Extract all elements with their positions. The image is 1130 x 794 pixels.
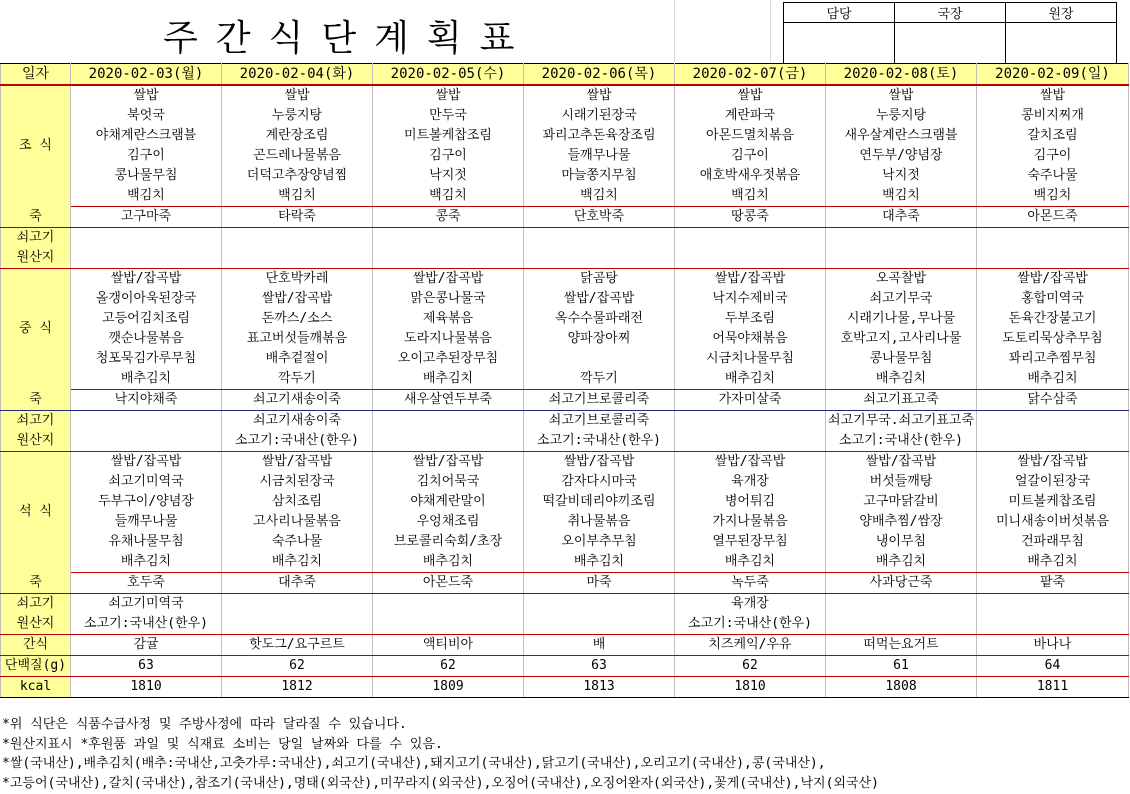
menu-item[interactable]: 백김치 <box>977 186 1129 207</box>
menu-item[interactable]: 호박고지,고사리나물 <box>826 329 977 349</box>
menu-item[interactable]: 쌀밥/잡곡밥 <box>222 452 373 473</box>
table-row <box>1 248 1129 269</box>
origin-item[interactable] <box>826 614 977 635</box>
menu-item[interactable]: 낙지수제비국 <box>675 289 826 309</box>
menu-item[interactable]: 단호박카레 <box>222 269 373 290</box>
porridge-item[interactable]: 대추죽 <box>826 207 977 228</box>
menu-item[interactable]: 브로콜리숙회/초장 <box>373 532 524 552</box>
date-header: 2020-02-05(수) <box>373 64 524 86</box>
protein-value[interactable]: 63 <box>71 656 222 677</box>
menu-item[interactable]: 누룽지탕 <box>222 106 373 126</box>
menu-item[interactable]: 옥수수물파래전 <box>524 309 675 329</box>
origin-item[interactable]: 육개장 <box>675 594 826 615</box>
origin-item[interactable]: 쇠고기브로콜리죽 <box>524 411 675 432</box>
date-header: 2020-02-08(토) <box>826 64 977 86</box>
porridge-item[interactable]: 가자미살죽 <box>675 390 826 411</box>
menu-item[interactable]: 배추김치 <box>71 369 222 390</box>
menu-item[interactable]: 시래기나물,무나물 <box>826 309 977 329</box>
notes <box>2 715 879 793</box>
origin-item[interactable]: 소고기:국내산(한우) <box>71 614 222 635</box>
table-row <box>1 431 1129 452</box>
kcal-value[interactable]: 1810 <box>71 677 222 698</box>
porridge-item[interactable]: 사과당근죽 <box>826 573 977 594</box>
menu-item[interactable]: 콩나물무침 <box>826 349 977 369</box>
menu-item[interactable]: 계란파국 <box>675 106 826 126</box>
porridge-item[interactable]: 호두죽 <box>71 573 222 594</box>
menu-item[interactable]: 배추김치 <box>222 552 373 573</box>
origin-item[interactable] <box>977 411 1129 432</box>
origin-item[interactable]: 소고기:국내산(한우) <box>524 431 675 452</box>
date-header: 2020-02-06(목) <box>524 64 675 86</box>
table-row <box>1 64 1129 86</box>
origin-item[interactable] <box>826 228 977 249</box>
menu-item[interactable]: 열무된장무침 <box>675 532 826 552</box>
menu-item[interactable]: 두부구이/양념장 <box>71 492 222 512</box>
menu-item[interactable]: 배추김치 <box>675 369 826 390</box>
menu-item[interactable]: 깍두기 <box>222 369 373 390</box>
menu-item[interactable]: 얼갈이된장국 <box>977 472 1129 492</box>
menu-item[interactable]: 미니새송이버섯볶음 <box>977 512 1129 532</box>
menu-item[interactable]: 시금치나물무침 <box>675 349 826 369</box>
menu-item[interactable]: 홍합미역국 <box>977 289 1129 309</box>
origin-label: 쇠고기 <box>1 228 71 249</box>
menu-item[interactable]: 감자다시마국 <box>524 472 675 492</box>
porridge-item[interactable]: 녹두죽 <box>675 573 826 594</box>
table-row <box>1 85 1129 106</box>
menu-table <box>0 63 1129 698</box>
menu-item[interactable]: 쌀밥 <box>675 85 826 106</box>
origin-item[interactable] <box>222 248 373 269</box>
menu-item[interactable]: 취나물볶음 <box>524 512 675 532</box>
approval-sign-staff[interactable] <box>784 23 895 64</box>
table-row <box>1 573 1129 594</box>
origin-item[interactable] <box>524 248 675 269</box>
menu-item[interactable]: 쌀밥/잡곡밥 <box>373 452 524 473</box>
porridge-item[interactable]: 단호박죽 <box>524 207 675 228</box>
snack-label: 간식 <box>1 635 71 656</box>
menu-item[interactable]: 두부조림 <box>675 309 826 329</box>
note-line: *원산지표시 *후원품 과일 및 식재료 소비는 당일 날짜와 다를 수 있음. <box>2 736 443 752</box>
menu-item[interactable]: 가지나물볶음 <box>675 512 826 532</box>
origin-item[interactable] <box>826 248 977 269</box>
origin-item[interactable] <box>977 594 1129 615</box>
menu-item[interactable]: 고사리나물볶음 <box>222 512 373 532</box>
origin-item[interactable] <box>373 431 524 452</box>
kcal-value[interactable]: 1808 <box>826 677 977 698</box>
menu-item[interactable]: 도토리묵상추무침 <box>977 329 1129 349</box>
menu-item[interactable]: 새우살계란스크램블 <box>826 126 977 146</box>
snack-item[interactable]: 떠먹는요거트 <box>826 635 977 656</box>
note-line: *쌀(국내산),배추김치(배추:국내산,고춧가루:국내산),쇠고기(국내산),돼지고기(국내산),닭고기(국내산),오리고기(국내산),콩(국내산), <box>2 756 826 771</box>
menu-item[interactable]: 김구이 <box>977 146 1129 166</box>
origin-item[interactable] <box>71 411 222 432</box>
origin-label: 원산지 <box>1 248 71 269</box>
menu-item[interactable]: 쌀밥/잡곡밥 <box>71 452 222 473</box>
menu-item[interactable]: 연두부/양념장 <box>826 146 977 166</box>
origin-item[interactable] <box>977 614 1129 635</box>
origin-item[interactable] <box>373 228 524 249</box>
menu-item[interactable]: 어묵야채볶음 <box>675 329 826 349</box>
menu-item[interactable]: 쌀밥 <box>71 85 222 106</box>
menu-item[interactable]: 쌀밥 <box>977 85 1129 106</box>
table-row <box>1 228 1129 249</box>
menu-item[interactable]: 배추김치 <box>675 552 826 573</box>
menu-item[interactable]: 배추겉절이 <box>222 349 373 369</box>
porridge-item[interactable]: 새우살연두부죽 <box>373 390 524 411</box>
porridge-item[interactable]: 쇠고기새송이죽 <box>222 390 373 411</box>
protein-value[interactable]: 62 <box>373 656 524 677</box>
origin-item[interactable] <box>977 248 1129 269</box>
menu-item[interactable]: 김구이 <box>71 146 222 166</box>
table-row <box>1 472 1129 492</box>
menu-item[interactable]: 쌀밥 <box>222 85 373 106</box>
menu-item[interactable]: 쌀밥/잡곡밥 <box>675 269 826 290</box>
snack-item[interactable]: 치즈케익/우유 <box>675 635 826 656</box>
menu-item[interactable]: 쌀밥/잡곡밥 <box>826 452 977 473</box>
menu-item[interactable]: 아몬드멸치볶음 <box>675 126 826 146</box>
menu-item[interactable]: 만두국 <box>373 106 524 126</box>
kcal-value[interactable]: 1812 <box>222 677 373 698</box>
menu-item[interactable]: 곤드레나물볶음 <box>222 146 373 166</box>
menu-item[interactable]: 오곡찰밥 <box>826 269 977 290</box>
kcal-value[interactable]: 1813 <box>524 677 675 698</box>
porridge-label: 죽 <box>1 390 71 411</box>
porridge-item[interactable]: 땅콩죽 <box>675 207 826 228</box>
menu-item[interactable]: 쌀밥/잡곡밥 <box>524 452 675 473</box>
approval-label-staff: 담당 <box>784 3 895 23</box>
origin-label: 쇠고기 <box>1 594 71 615</box>
table-row <box>1 635 1129 656</box>
porridge-item[interactable]: 마죽 <box>524 573 675 594</box>
menu-item[interactable]: 쌀밥/잡곡밥 <box>222 289 373 309</box>
header-date-label: 일자 <box>1 64 71 86</box>
table-row <box>1 512 1129 532</box>
table-row <box>1 369 1129 390</box>
menu-item[interactable]: 숙주나물 <box>977 166 1129 186</box>
origin-item[interactable] <box>524 614 675 635</box>
porridge-item[interactable]: 쇠고기브로콜리죽 <box>524 390 675 411</box>
menu-item[interactable]: 배추김치 <box>977 369 1129 390</box>
date-header: 2020-02-09(일) <box>977 64 1129 86</box>
origin-item[interactable]: 쇠고기미역국 <box>71 594 222 615</box>
origin-item[interactable] <box>373 411 524 432</box>
menu-item[interactable]: 청포묵김가루무침 <box>71 349 222 369</box>
menu-item[interactable]: 건파래무침 <box>977 532 1129 552</box>
menu-item[interactable]: 배추김치 <box>373 552 524 573</box>
table-row <box>1 269 1129 290</box>
menu-item[interactable]: 쌀밥 <box>826 85 977 106</box>
menu-item[interactable]: 쇠고기미역국 <box>71 472 222 492</box>
menu-item[interactable]: 들깨무나물 <box>524 146 675 166</box>
menu-item[interactable]: 돈육간장불고기 <box>977 309 1129 329</box>
menu-item[interactable]: 숙주나물 <box>222 532 373 552</box>
menu-item[interactable]: 쇠고기무국 <box>826 289 977 309</box>
menu-item[interactable]: 콩비지찌개 <box>977 106 1129 126</box>
menu-item[interactable]: 닭곰탕 <box>524 269 675 290</box>
porridge-item[interactable]: 타락죽 <box>222 207 373 228</box>
menu-item[interactable]: 돈까스/소스 <box>222 309 373 329</box>
menu-item[interactable]: 백김치 <box>675 186 826 207</box>
menu-item[interactable]: 쌀밥/잡곡밥 <box>977 452 1129 473</box>
date-header: 2020-02-07(금) <box>675 64 826 86</box>
approval-label-head: 원장 <box>1006 3 1117 23</box>
menu-item[interactable]: 미트볼케찹조림 <box>977 492 1129 512</box>
origin-item[interactable]: 소고기:국내산(한우) <box>675 614 826 635</box>
porridge-item[interactable]: 콩죽 <box>373 207 524 228</box>
menu-item[interactable]: 제육볶음 <box>373 309 524 329</box>
snack-item[interactable]: 감귤 <box>71 635 222 656</box>
origin-item[interactable] <box>71 431 222 452</box>
table-row <box>1 492 1129 512</box>
menu-item[interactable]: 쌀밥/잡곡밥 <box>675 452 826 473</box>
table-row <box>1 106 1129 126</box>
note-line: *위 식단은 식품수급사정 및 주방사정에 따라 달라질 수 있습니다. <box>2 717 407 732</box>
menu-item[interactable]: 애호박새우젓볶음 <box>675 166 826 186</box>
table-row <box>1 207 1129 228</box>
menu-item[interactable]: 배추김치 <box>524 552 675 573</box>
origin-item[interactable] <box>675 431 826 452</box>
menu-item[interactable]: 쌀밥 <box>373 85 524 106</box>
table-row <box>1 677 1129 698</box>
origin-item[interactable] <box>373 248 524 269</box>
menu-item[interactable]: 쌀밥/잡곡밥 <box>373 269 524 290</box>
kcal-value[interactable]: 1809 <box>373 677 524 698</box>
menu-item[interactable]: 더덕고추장양념찜 <box>222 166 373 186</box>
snack-item[interactable]: 핫도그/요구르트 <box>222 635 373 656</box>
menu-item[interactable]: 양파장아찌 <box>524 329 675 349</box>
menu-item[interactable]: 올갱이아욱된장국 <box>71 289 222 309</box>
menu-item[interactable]: 깍두기 <box>524 369 675 390</box>
approval-sign-head[interactable] <box>1006 23 1117 64</box>
origin-item[interactable] <box>826 594 977 615</box>
menu-item[interactable]: 도라지나물볶음 <box>373 329 524 349</box>
menu-item[interactable]: 병어튀김 <box>675 492 826 512</box>
porridge-item[interactable]: 고구마죽 <box>71 207 222 228</box>
approval-sign-director[interactable] <box>895 23 1006 64</box>
menu-item[interactable]: 쌀밥/잡곡밥 <box>524 289 675 309</box>
menu-item[interactable]: 콩나물무침 <box>71 166 222 186</box>
menu-item[interactable]: 백김치 <box>71 186 222 207</box>
menu-item[interactable]: 쌀밥/잡곡밥 <box>71 269 222 290</box>
table-row <box>1 552 1129 573</box>
menu-item[interactable]: 쌀밥 <box>524 85 675 106</box>
kcal-value[interactable]: 1810 <box>675 677 826 698</box>
origin-label: 원산지 <box>1 614 71 635</box>
approval-box <box>783 2 1117 64</box>
kcal-label: kcal <box>1 677 71 698</box>
origin-item[interactable]: 소고기:국내산(한우) <box>222 431 373 452</box>
menu-item[interactable]: 오이부추무침 <box>524 532 675 552</box>
protein-value[interactable]: 64 <box>977 656 1129 677</box>
menu-item[interactable]: 시래기된장국 <box>524 106 675 126</box>
table-row <box>1 349 1129 369</box>
porridge-label: 죽 <box>1 573 71 594</box>
menu-item[interactable]: 배추김치 <box>373 369 524 390</box>
kcal-value[interactable]: 1811 <box>977 677 1129 698</box>
table-row <box>1 614 1129 635</box>
table-row <box>1 594 1129 615</box>
menu-item[interactable]: 표고버섯들깨볶음 <box>222 329 373 349</box>
table-row <box>1 186 1129 207</box>
menu-item[interactable]: 배추김치 <box>826 369 977 390</box>
snack-item[interactable]: 액티비아 <box>373 635 524 656</box>
menu-item[interactable]: 배추김치 <box>71 552 222 573</box>
menu-item[interactable]: 고구마닭갈비 <box>826 492 977 512</box>
origin-item[interactable] <box>524 594 675 615</box>
origin-item[interactable] <box>675 411 826 432</box>
menu-item[interactable]: 마늘쫑지무침 <box>524 166 675 186</box>
origin-item[interactable] <box>71 228 222 249</box>
origin-item[interactable] <box>71 248 222 269</box>
menu-item[interactable]: 김구이 <box>373 146 524 166</box>
protein-value[interactable]: 62 <box>222 656 373 677</box>
menu-item[interactable]: 꽈리고추돈육장조림 <box>524 126 675 146</box>
menu-item[interactable]: 우엉채조림 <box>373 512 524 532</box>
menu-item[interactable]: 배추김치 <box>977 552 1129 573</box>
snack-item[interactable]: 바나나 <box>977 635 1129 656</box>
date-header: 2020-02-04(화) <box>222 64 373 86</box>
menu-item[interactable]: 북엇국 <box>71 106 222 126</box>
origin-item[interactable] <box>524 228 675 249</box>
origin-item[interactable] <box>675 228 826 249</box>
table-row <box>1 390 1129 411</box>
porridge-label: 죽 <box>1 207 71 228</box>
menu-item[interactable]: 야채계란말이 <box>373 492 524 512</box>
porridge-item[interactable]: 아몬드죽 <box>977 207 1129 228</box>
porridge-item[interactable]: 닭수삼죽 <box>977 390 1129 411</box>
menu-item[interactable] <box>524 349 675 369</box>
table-row <box>1 329 1129 349</box>
protein-label: 단백질(g) <box>1 656 71 677</box>
meal-label-lunch: 중 식 <box>1 269 71 390</box>
origin-item[interactable] <box>222 228 373 249</box>
menu-item[interactable]: 맑은콩나물국 <box>373 289 524 309</box>
protein-value[interactable]: 61 <box>826 656 977 677</box>
origin-item[interactable] <box>222 594 373 615</box>
menu-item[interactable]: 갈치조림 <box>977 126 1129 146</box>
porridge-item[interactable]: 낙지야채죽 <box>71 390 222 411</box>
menu-item[interactable]: 육개장 <box>675 472 826 492</box>
menu-item[interactable]: 떡갈비데리야끼조림 <box>524 492 675 512</box>
porridge-item[interactable]: 대추죽 <box>222 573 373 594</box>
origin-item[interactable] <box>373 594 524 615</box>
meal-label-dinner: 석 식 <box>1 452 71 573</box>
meal-label-breakfast: 조 식 <box>1 85 71 207</box>
menu-item[interactable]: 깻순나물볶음 <box>71 329 222 349</box>
menu-item[interactable]: 삼치조림 <box>222 492 373 512</box>
origin-label: 쇠고기 <box>1 411 71 432</box>
menu-item[interactable]: 백김치 <box>373 186 524 207</box>
menu-item[interactable]: 김치어묵국 <box>373 472 524 492</box>
protein-value[interactable]: 62 <box>675 656 826 677</box>
menu-item[interactable]: 시금치된장국 <box>222 472 373 492</box>
menu-item[interactable]: 백김치 <box>222 186 373 207</box>
menu-item[interactable]: 냉이무침 <box>826 532 977 552</box>
menu-item[interactable]: 오이고추된장무침 <box>373 349 524 369</box>
menu-item[interactable]: 쌀밥/잡곡밥 <box>977 269 1129 290</box>
menu-item[interactable]: 배추김치 <box>826 552 977 573</box>
protein-value[interactable]: 63 <box>524 656 675 677</box>
origin-item[interactable] <box>373 614 524 635</box>
menu-item[interactable]: 유채나물무침 <box>71 532 222 552</box>
porridge-item[interactable]: 팥죽 <box>977 573 1129 594</box>
page-title: 주간식단계획표 <box>163 18 533 59</box>
menu-item[interactable]: 꽈리고추찜무침 <box>977 349 1129 369</box>
menu-item[interactable]: 백김치 <box>826 186 977 207</box>
table-row <box>1 532 1129 552</box>
origin-item[interactable]: 소고기:국내산(한우) <box>826 431 977 452</box>
origin-item[interactable]: 쇠고기새송이죽 <box>222 411 373 432</box>
origin-item[interactable] <box>222 614 373 635</box>
date-header: 2020-02-03(월) <box>71 64 222 86</box>
table-row <box>1 126 1129 146</box>
table-row <box>1 289 1129 309</box>
snack-item[interactable]: 배 <box>524 635 675 656</box>
origin-item[interactable] <box>977 431 1129 452</box>
menu-item[interactable]: 버섯들깨탕 <box>826 472 977 492</box>
note-line: *고등어(국내산),갈치(국내산),참조기(국내산),명태(외국산),미꾸라지(외국산),오징어(국내산),오징어완자(외국산),꽃게(국내산),낙지(외국산) <box>2 775 879 791</box>
menu-item[interactable]: 낙지젓 <box>373 166 524 186</box>
origin-item[interactable]: 쇠고기무국.쇠고기표고죽 <box>826 411 977 432</box>
table-row <box>1 411 1129 432</box>
approval-label-director: 국장 <box>895 3 1006 23</box>
menu-item[interactable]: 미트볼케찹조림 <box>373 126 524 146</box>
porridge-item[interactable]: 아몬드죽 <box>373 573 524 594</box>
menu-item[interactable]: 양배추찜/쌈장 <box>826 512 977 532</box>
menu-item[interactable]: 계란장조림 <box>222 126 373 146</box>
table-row <box>1 309 1129 329</box>
menu-item[interactable]: 들깨무나물 <box>71 512 222 532</box>
origin-item[interactable] <box>675 248 826 269</box>
menu-item[interactable]: 낙지젓 <box>826 166 977 186</box>
porridge-item[interactable]: 쇠고기표고죽 <box>826 390 977 411</box>
menu-item[interactable]: 누룽지탕 <box>826 106 977 126</box>
table-row <box>1 656 1129 677</box>
menu-item[interactable]: 야채계란스크램블 <box>71 126 222 146</box>
menu-item[interactable]: 백김치 <box>524 186 675 207</box>
table-row <box>1 452 1129 473</box>
table-row <box>1 146 1129 166</box>
origin-label: 원산지 <box>1 431 71 452</box>
origin-item[interactable] <box>977 228 1129 249</box>
menu-item[interactable]: 고등어김치조림 <box>71 309 222 329</box>
menu-item[interactable]: 김구이 <box>675 146 826 166</box>
table-row <box>1 166 1129 186</box>
